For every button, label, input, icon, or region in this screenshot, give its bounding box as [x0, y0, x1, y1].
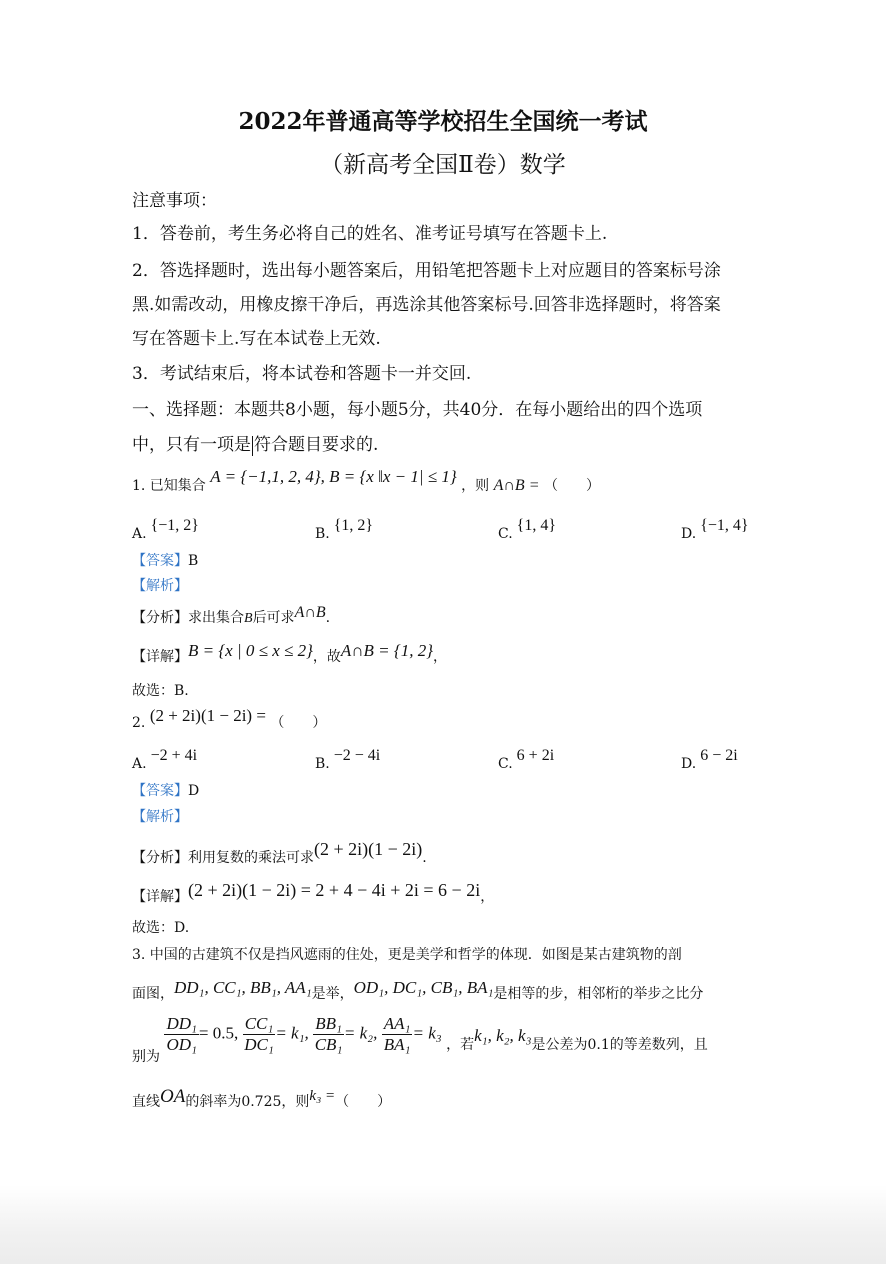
q1-fenxi-end: . — [325, 610, 331, 626]
q2-option-a: A. −2 + 4i — [132, 747, 198, 772]
q3-l4-paren: （ ） — [335, 1094, 392, 1110]
q1-detail-expr1: B = {x | 0 ≤ x ≤ 2} — [188, 641, 313, 660]
q1-option-b: B. {1, 2} — [315, 517, 374, 542]
q2-paren: （ ） — [270, 715, 327, 731]
q2-stem — [132, 706, 327, 732]
notice-item-2-line-2: 黑.如需改动，用橡皮擦干净后，再选涂其他答案标号.回答非选择题时，将答案 — [132, 295, 721, 315]
q1-conclusion: 故选：B. — [132, 683, 189, 699]
q3-fraction-4: $\frac{\text{AA₁}}{\text{BA₁}}$ — [383, 1014, 411, 1054]
q3-fraction-2-value: = k₁, — [275, 1023, 309, 1043]
q2-option-d: D. 6 − 2i — [681, 747, 738, 772]
q2-fenxi-expr: (2 + 2i)(1 − 2i) — [314, 839, 423, 859]
q1-fenxi-expr: A∩B — [294, 604, 326, 621]
q3-l3-mid: ，若 — [446, 1036, 475, 1053]
q3-l4-expr2: k₃ = — [309, 1088, 336, 1104]
q2-answer-value: D — [188, 783, 200, 799]
q3-l3-post: 是公差为0.1的等差数列，且 — [531, 1036, 708, 1053]
section-heading-part-b: 符合题目要求的. — [254, 435, 379, 455]
q2-expr: (2 + 2i)(1 − 2i) = — [149, 706, 266, 725]
q1-fenxi-text2: 后可求 — [252, 610, 295, 626]
q3-l2-mid: 是举， — [311, 986, 354, 1002]
q3-l2-expr1: DD₁, CC₁, BB₁, AA₁ — [174, 978, 312, 997]
q2-conclusion: 故选：D. — [132, 920, 190, 936]
q1-stem — [132, 467, 600, 495]
q1-fenxi-text1: 求出集合 — [188, 610, 244, 626]
q3-line-1: 3. 中国的古建筑不仅是挡风遮雨的住处，更是美学和哲学的体现．如图是某古建筑物的剖 — [132, 947, 682, 963]
q3-l4-pre: 直线 — [132, 1094, 160, 1110]
page-bottom-shadow — [0, 1185, 886, 1264]
q3-l2-pre: 面图， — [132, 986, 174, 1002]
q1-fenxi-tag: 【分析】 — [132, 610, 188, 626]
notice-heading: 注意事项： — [132, 191, 217, 211]
q2-analysis-tag: 【解析】 — [132, 809, 188, 825]
q1-answer-tag: 【答案】 — [132, 553, 188, 569]
q2-fenxi — [132, 839, 427, 867]
section-heading-line-1: 一、选择题：本题共8小题，每小题5分，共40分．在每小题给出的四个选项 — [132, 400, 703, 420]
q3-l4-mid: 的斜率为0.725，则 — [185, 1094, 310, 1110]
q3-fraction-3: $\frac{\text{BB₁}}{\text{CB₁}}$ — [314, 1014, 343, 1054]
notice-item-2-line-3: 写在答题卡上.写在本试卷上无效. — [132, 329, 381, 349]
notice-item-2-line-1: 2．答选择题时，选出每小题答案后，用铅笔把答题卡上对应题目的答案标号涂 — [132, 261, 721, 281]
q1-option-a: A. {−1, 2} — [132, 517, 199, 542]
q1-detail — [132, 641, 448, 666]
q3-fraction-3-value: = k₂, — [343, 1023, 378, 1043]
q3-fraction-1-value: = 0.5, — [198, 1023, 239, 1043]
q2-fenxi-end: . — [422, 850, 427, 866]
q3-l3-pre: 别为 — [132, 1048, 160, 1065]
q3-l4-expr: OA — [160, 1086, 186, 1107]
q1-detail-tag: 【详解】 — [132, 649, 188, 665]
q2-prefix: 2. — [132, 715, 146, 731]
q1-detail-expr2: A∩B = {1, 2} — [340, 641, 434, 660]
exam-subtitle: （新高考全国Ⅱ卷）数学 — [320, 152, 566, 178]
q3-l3-expr: k₁, k₂, k₃ — [474, 1025, 532, 1045]
notice-item-1: 1．答卷前，考生务必将自己的姓名、准考证号填写在答题卡上. — [132, 224, 608, 244]
q2-fenxi-text: 利用复数的乘法可求 — [188, 850, 314, 866]
q1-mid: ，则 — [461, 478, 490, 494]
q2-answer — [132, 780, 199, 800]
q3-line-3 — [132, 1014, 708, 1065]
q1-analysis-tag: 【解析】 — [132, 578, 188, 594]
q3-l2-expr2: OD₁, DC₁, CB₁, BA₁ — [353, 978, 494, 997]
notice-item-3: 3．考试结束后，将本试卷和答题卡一并交回. — [132, 364, 472, 384]
q2-fenxi-tag: 【分析】 — [132, 850, 188, 866]
section-heading-line-2 — [132, 430, 378, 456]
q1-answer-value: B — [188, 553, 199, 569]
q2-detail — [132, 880, 495, 906]
q2-detail-end: ， — [480, 889, 495, 905]
q2-option-c: C. 6 + 2i — [498, 747, 555, 772]
q2-detail-tag: 【详解】 — [132, 889, 188, 905]
q1-sets: A = {−1,1, 2, 4}, B = {x ‖x − 1| ≤ 1} — [210, 467, 457, 486]
q1-option-d: D. {−1, 4} — [681, 517, 749, 542]
exam-title: 2022年普通高等学校招生全国统一考试 — [238, 108, 648, 135]
q2-option-b: B. −2 − 4i — [315, 747, 381, 772]
q1-fenxi-var: B — [244, 611, 253, 626]
q2-detail-expr: (2 + 2i)(1 − 2i) = 2 + 4 − 4i + 2i = 6 − 2i — [188, 880, 481, 900]
q3-fraction-1: $\frac{\text{DD₁}}{\text{OD₁}}$ — [166, 1014, 197, 1054]
q3-fraction-4-value: = k₃ — [412, 1023, 442, 1043]
q3-line-4 — [132, 1086, 392, 1112]
section-heading-part-a: 中，只有一项是 — [132, 435, 251, 455]
q1-fenxi — [132, 604, 331, 627]
q3-line-2 — [132, 978, 704, 1003]
q1-detail-mid: ，故 — [312, 649, 341, 665]
q3-l2-post: 是相等的步，相邻桁的举步之比分 — [493, 986, 704, 1002]
q3-fraction-2: $\frac{\text{CC₁}}{\text{DC₁}}$ — [244, 1014, 274, 1054]
text-cursor — [252, 436, 253, 456]
q1-option-c: C. {1, 4} — [498, 517, 557, 542]
q1-prefix: 1. 已知集合 — [132, 478, 206, 494]
q2-answer-tag: 【答案】 — [132, 783, 188, 799]
q1-paren: （ ） — [543, 478, 600, 494]
q1-answer — [132, 550, 198, 570]
q1-expr: A∩B = — [493, 477, 540, 494]
q1-detail-end: ， — [433, 649, 448, 665]
